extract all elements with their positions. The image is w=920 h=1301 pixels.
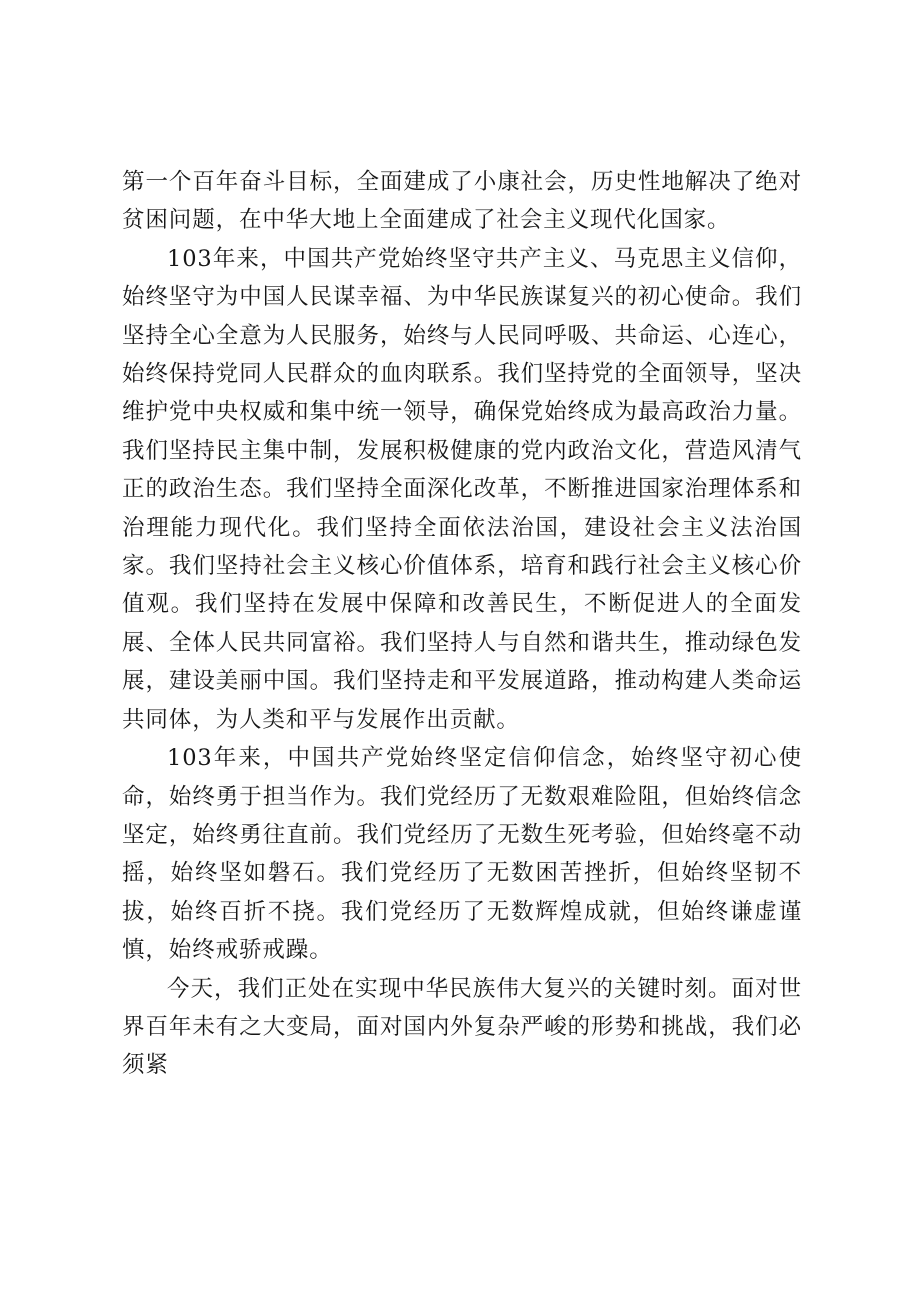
paragraph-today: 今天，我们正处在实现中华民族伟大复兴的关键时刻。面对世界百年未有之大变局，面对国内外复杂严峻的形势和挑战，我们必须紧 bbox=[122, 975, 802, 1079]
paragraph-103-years-faith: 103年来，中国共产党始终坚守共产主义、马克思主义信仰，始终坚守为中国人民谋幸福、为中华民族谋复兴的初心使命。我们坚持全心全意为人民服务，始终与人民同呼吸、共命运、心连心，始终保持党同人民群众的血肉联系。我们坚持党的全面领导，坚决维护党中央权威和集中统一领导，确保党始终成为最高政治力量。我们坚持民主集中制，发展积极健康的党内政治文化，营造风清气正的政治生态。我们坚持全面深化改革，不断推进国家治理体系和治理能力现代化。我们坚持全面依法治国，建设社会主义法治国家。我们坚持社会主义核心价值体系，培育和践行社会主义核心价值观。我们坚持在发展中保障和改善民生，不断促进人的全面发展、全体人民共同富裕。我们坚持人与自然和谐共生，推动绿色发展，建设美丽中国。我们坚持走和平发展道路，推动构建人类命运共同体，为人类和平与发展作出贡献。 bbox=[122, 245, 802, 733]
document-body bbox=[122, 163, 802, 1085]
paragraph-103-years-conviction: 103年来，中国共产党始终坚定信仰信念，始终坚守初心使命，始终勇于担当作为。我们党经历了无数艰难险阻，但始终信念坚定，始终勇往直前。我们党经历了无数生死考验，但始终毫不动摇，始终坚如磐石。我们党经历了无数困苦挫折，但始终坚韧不拔，始终百折不挠。我们党经历了无数辉煌成就，但始终谦虚谨慎，始终戒骄戒躁。 bbox=[122, 745, 802, 964]
paragraph-continuation: 第一个百年奋斗目标，全面建成了小康社会，历史性地解决了绝对贫困问题，在中华大地上全面建成了社会主义现代化国家。 bbox=[122, 169, 802, 234]
